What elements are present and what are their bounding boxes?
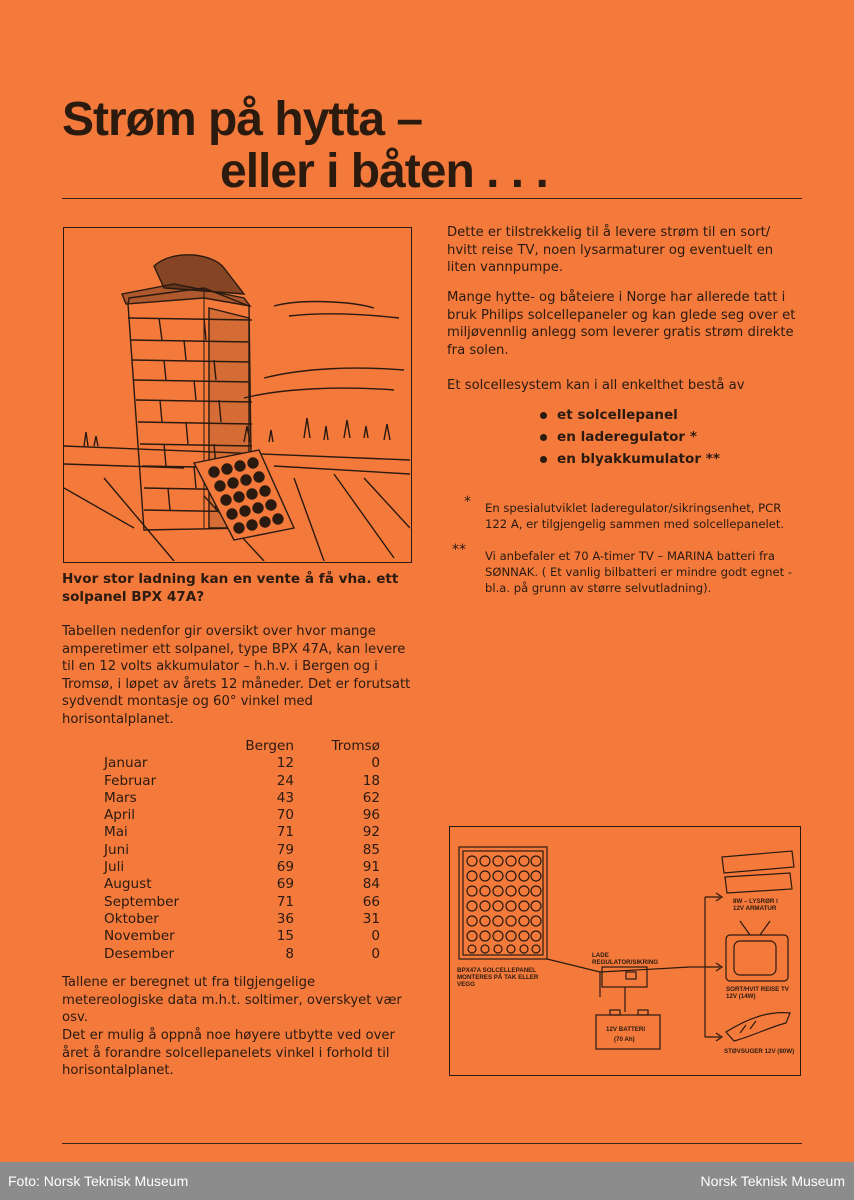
table-cell-tromso: 18 [362, 772, 380, 789]
table-row [104, 859, 380, 876]
table-row [104, 807, 380, 824]
vacuum-icon [726, 1013, 790, 1041]
table-cell-tromso: 62 [362, 789, 380, 806]
right-paragraph-3: Et solcellesystem kan i all enkelthet bestå av [447, 378, 745, 393]
panel-label-3: VEGG [457, 981, 475, 988]
museum-name: Norsk Teknisk Museum [700, 1173, 845, 1189]
table-cell-month: August [104, 876, 152, 893]
table-row [104, 773, 380, 790]
chimney-solar-panel-drawing [64, 228, 410, 561]
table-cell-tromso: 84 [362, 876, 380, 893]
table-cell-bergen: 15 [276, 928, 294, 945]
list-item-text: et solcellepanel [557, 407, 678, 423]
table-cell-bergen: 69 [276, 859, 294, 876]
table-cell-month: September [104, 893, 180, 910]
table-cell-month: April [104, 807, 136, 824]
table-cell-bergen: 69 [276, 876, 294, 893]
table-cell-month: Mars [104, 789, 137, 806]
table-cell-tromso: 0 [371, 755, 380, 772]
tv-label-1: SORT/HVIT REISE TV [726, 986, 789, 993]
regulator-label-1: LADE [592, 952, 609, 959]
light-fixture-icon [722, 851, 794, 873]
list-item-text: en laderegulator * [557, 429, 697, 445]
right-paragraph-2: Mange hytte- og båteiere i Norge har allerede tatt i bruk Philips solcellepaneler og kan glede seg over et miljøvennlig anlegg som leverer gratis strøm direkte fra solen. [447, 290, 796, 358]
table-cell-bergen: 12 [276, 755, 294, 772]
table-row [104, 790, 380, 807]
light-label-2: 12V ARMATUR [733, 905, 777, 912]
table-cell-month: Juli [104, 859, 125, 876]
title-line-1: Strøm på hytta – [62, 93, 423, 146]
charge-table [104, 738, 380, 963]
table-header-row [104, 738, 380, 755]
table-cell-bergen: 71 [276, 824, 294, 841]
photo-credit-bar [0, 1162, 854, 1200]
right-paragraph-1: Dette er tilstrekkelig til å levere strøm til en sort/ hvitt reise TV, noen lysarmaturer og eventuelt en liten vannpumpe. [447, 225, 774, 275]
list-item-text: en blyakkumulator ** [557, 451, 720, 467]
component-list [540, 404, 720, 470]
footnote-2-mark: ** [452, 542, 466, 558]
footnote-1-mark: * [464, 494, 471, 510]
table-cell-tromso: 0 [371, 928, 380, 945]
table-row [104, 876, 380, 893]
vacuum-label: STØVSUGER 12V (80W) [724, 1048, 795, 1055]
section-heading: Hvor stor ladning kan en vente å få vha. ett solpanel BPX 47A? [62, 571, 399, 605]
table-cell-month: Januar [104, 755, 148, 772]
tv-label-2: 12V (14W) [726, 993, 756, 1000]
battery-label-1: 12V BATTERI [606, 1026, 646, 1033]
table-cell-month: Mai [104, 824, 128, 841]
footnote-2: Vi anbefaler et 70 A-timer TV – MARINA batteri fra SØNNAK. ( Et vanlig bilbatteri er mindre godt egnet - bl.a. på grunn av større selvutladning). [485, 549, 793, 595]
panel-label-1: BPX47A SOLCELLEPANEL [457, 967, 537, 974]
left-paragraph-2: Tallene er beregnet ut fra tilgjengelige metereologiske data m.h.t. soltimer, overskyet vær osv. [62, 975, 402, 1025]
table-cell-tromso: 31 [362, 910, 380, 927]
table-cell-tromso: 96 [362, 807, 380, 824]
system-diagram [449, 826, 801, 1076]
panel-label-2: MONTERES PÅ TAK ELLER [457, 974, 539, 981]
table-row [104, 755, 380, 772]
list-item [540, 426, 720, 448]
bullet-icon [540, 412, 547, 419]
table-cell-tromso: 0 [371, 945, 380, 962]
battery-label-2: (70 Ah) [614, 1036, 635, 1043]
table-cell-bergen: 43 [276, 789, 294, 806]
table-cell-bergen: 36 [276, 910, 294, 927]
table-cell-tromso: 66 [362, 893, 380, 910]
footnote-1: En spesialutviklet laderegulator/sikringsenhet, PCR 122 A, er tilgjengelig sammen med solcellepanelet. [485, 501, 785, 531]
title-line-2: eller i båten . . . [220, 145, 548, 198]
tv-icon [726, 935, 788, 981]
bullet-icon [540, 434, 547, 441]
table-row [104, 946, 380, 963]
list-item [540, 404, 720, 426]
table-row [104, 824, 380, 841]
chimney-illustration [63, 227, 412, 563]
light-label-1: 8W – LYSRØR I [733, 898, 778, 905]
list-item [540, 448, 720, 470]
table-cell-tromso: 91 [362, 859, 380, 876]
table-cell-bergen: 24 [276, 772, 294, 789]
table-header-month [104, 738, 234, 755]
regulator-label-2: REGULATOR/SIKRING [592, 959, 659, 966]
table-cell-month: Oktober [104, 910, 159, 927]
table-row [104, 842, 380, 859]
system-diagram-drawing [450, 827, 799, 1074]
bullet-icon [540, 456, 547, 463]
table-cell-month: Juni [104, 841, 130, 858]
table-cell-bergen: 8 [285, 945, 294, 962]
table-cell-month: Desember [104, 945, 175, 962]
table-cell-tromso: 85 [362, 841, 380, 858]
table-cell-bergen: 71 [276, 893, 294, 910]
left-paragraph-1: Tabellen nedenfor gir oversikt over hvor mange amperetimer ett solpanel, type BPX 47A, kan levere til en 12 volts akkumulator – h.h.v. i Bergen og i Tromsø, i løpet av årets 12 måneder. Det er forutsatt sydvendt montasje og 60° vinkel med horisontalplanet. [62, 624, 411, 727]
table-cell-bergen: 79 [276, 841, 294, 858]
table-header-tromso: Tromsø [331, 738, 380, 754]
title-rule [62, 198, 802, 199]
table-header-bergen: Bergen [245, 738, 294, 754]
left-paragraph-3: Det er mulig å oppnå noe høyere utbytte ved over året å forandre solcellepanelets vinkel i forhold til horisontalplanet. [62, 1028, 395, 1078]
table-cell-tromso: 92 [362, 824, 380, 841]
table-row [104, 928, 380, 945]
table-cell-month: Februar [104, 772, 157, 789]
table-cell-month: November [104, 928, 175, 945]
table-row [104, 894, 380, 911]
table-cell-bergen: 70 [276, 807, 294, 824]
photo-credit: Foto: Norsk Teknisk Museum [8, 1173, 189, 1189]
bottom-rule [62, 1143, 802, 1144]
table-row [104, 911, 380, 928]
